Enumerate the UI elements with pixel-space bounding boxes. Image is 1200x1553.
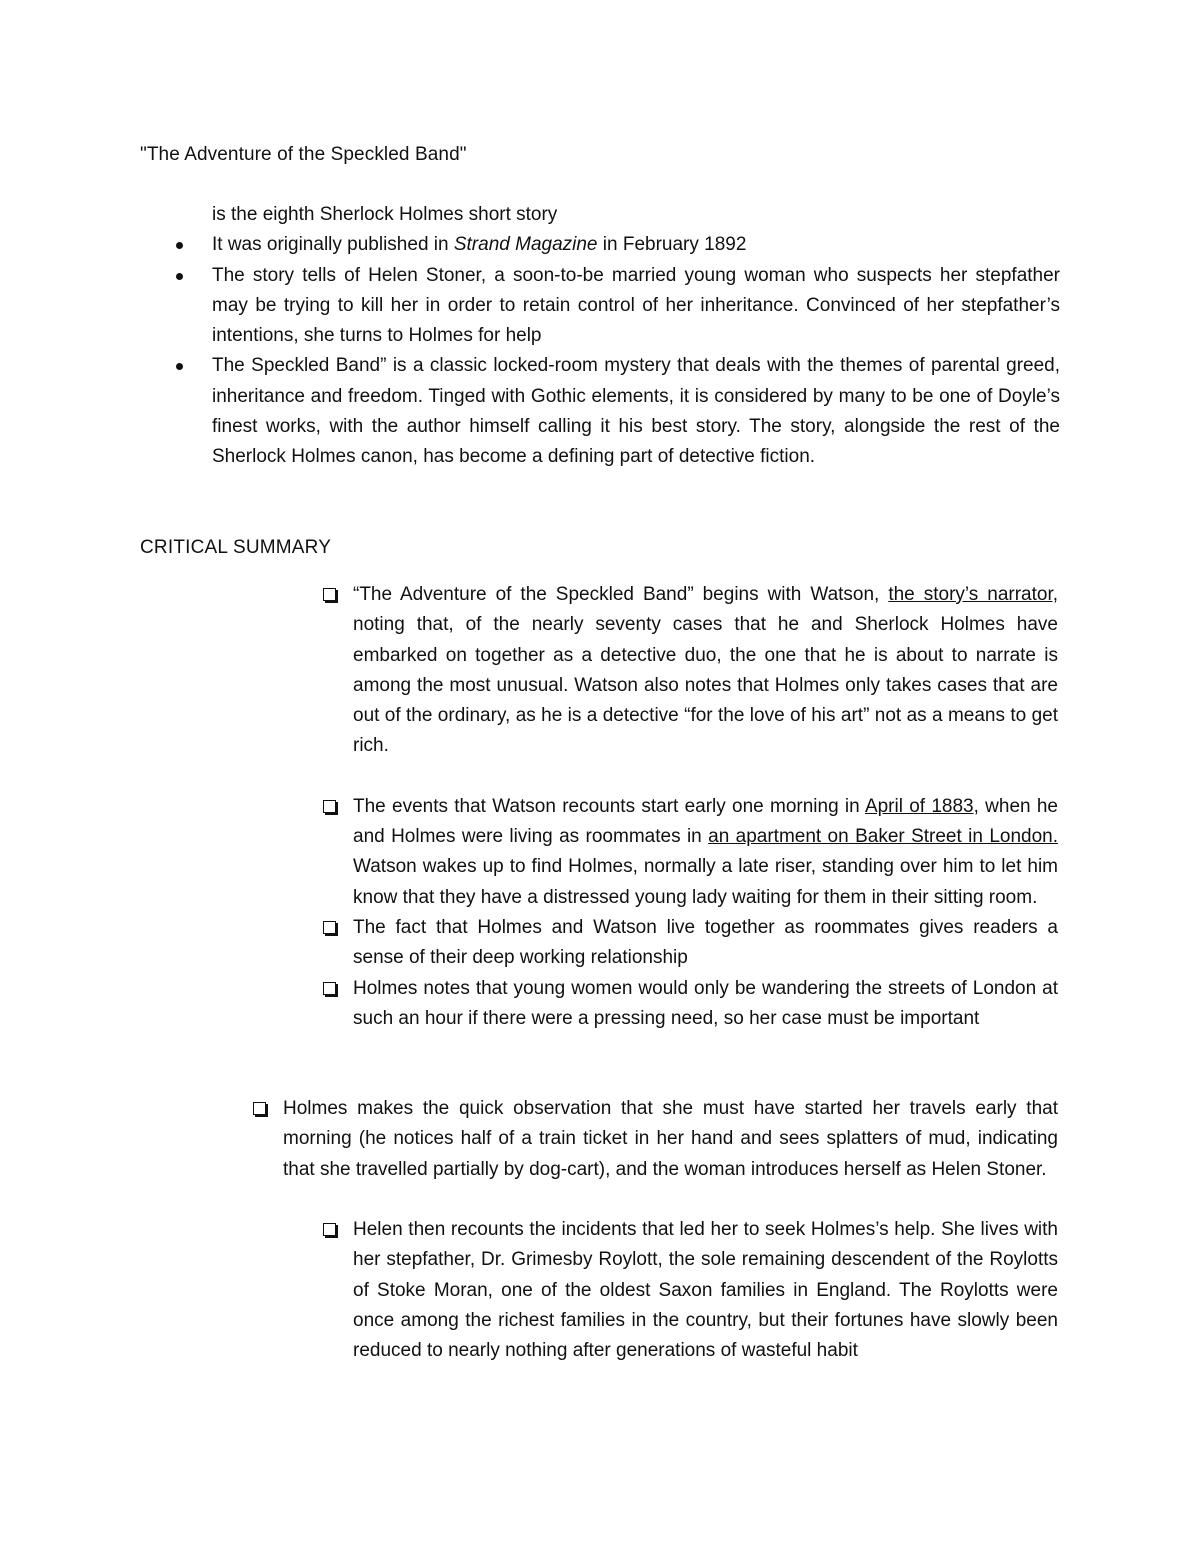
summary-item-6-text: Helen then recounts the incidents that led her to seek Holmes’s help. She lives with her stepfather, Dr. Grimesby Roylott, the sole remaining descendent of the Roylotts of Stoke Moran, one of the oldest Saxon families in England. The Roylotts were once among the richest families in the country, but their fortunes have slowly been reduced to nearly nothing after generations of wasteful habit	[353, 1219, 1058, 1362]
magazine-name: Strand Magazine	[453, 234, 598, 256]
checkbox-bullet-icon	[253, 1102, 266, 1115]
summary-item-1	[353, 580, 1058, 762]
summary-item-1-text-before: “The Adventure of the Speckled Band” begins with Watson,	[353, 584, 889, 605]
intro-first-line: is the eighth Sherlock Holmes short story	[212, 204, 558, 225]
summary-item-5-text: Holmes makes the quick observation that she must have started her travels early that morning (he notices half of a train ticket in her hand and sees splatters of mud, indicating that she travelled partially by dog-cart), and the woman introduces herself as Helen Stoner.	[283, 1098, 1058, 1180]
intro-item-classic: The Speckled Band” is a classic locked-room mystery that deals with the themes of parental greed, inheritance and freedom. Tinged with Gothic elements, it is considered by many to be one of Doyle’s finest works, with the author himself calling it his best story. The story, alongside the rest of the Sherlock Holmes canon, has become a defining part of detective fiction.	[212, 351, 1060, 472]
checkbox-bullet-icon	[323, 588, 336, 601]
summary-list-level2	[353, 580, 1058, 1034]
summary-item-2-text-middle: , when he and Holmes were living as roommates in	[353, 795, 1058, 848]
summary-item-3	[353, 913, 1058, 974]
critical-summary-heading: CRITICAL SUMMARY	[140, 537, 332, 558]
summary-item-3-text: The fact that Holmes and Watson live together as roommates gives readers a sense of their deep working relationship	[353, 916, 1058, 969]
summary-item-4	[353, 974, 1058, 1035]
publication-text-after: in February 1892	[597, 234, 747, 256]
checkbox-bullet-icon	[323, 800, 336, 813]
date-link[interactable]: April of 1883	[864, 795, 974, 817]
intro-item-story-summary: The story tells of Helen Stoner, a soon-to-be married young woman who suspects her stepfather may be trying to kill her in order to retain control of her inheritance. Convinced of her stepfather’s intentions, she turns to Holmes for help	[212, 261, 1060, 352]
narrator-link[interactable]: the story’s narrator,	[888, 584, 1059, 605]
checkbox-bullet-icon	[323, 921, 336, 934]
baker-street-link[interactable]: an apartment on Baker Street in London.	[708, 826, 1059, 848]
summary-item-4-text: Holmes notes that young women would only be wandering the streets of London at such an hour if there were a pressing need, so her case must be important	[353, 977, 1058, 1029]
summary-item-2-text-after: Watson wakes up to find Holmes, normally a late riser, standing over him to let him know that they have a distressed young lady waiting for them in their sitting room.	[353, 856, 1058, 908]
summary-item-1-text-after: noting that, of the nearly seventy cases that he and Sherlock Holmes have embarked on together as a detective duo, the one that he is about to narrate is among the most unusual. Watson also notes that Holmes only takes cases that are out of the ordinary, as he is a detective “for the love of his art” not as a means to get rich.	[353, 614, 1058, 757]
summary-item-6	[353, 1215, 1058, 1366]
intro-item-publication	[212, 230, 1060, 260]
checkbox-bullet-icon	[323, 982, 336, 995]
intro-list	[212, 200, 1060, 473]
summary-item-5	[283, 1094, 1058, 1185]
summary-item-2-text-before: The events that Watson recounts start early one morning in	[353, 795, 865, 817]
summary-list-level1	[283, 1094, 1058, 1185]
summary-item-2	[353, 792, 1058, 913]
summary-list-level2-b	[353, 1215, 1058, 1366]
document-title: "The Adventure of the Speckled Band"	[140, 144, 467, 165]
publication-text-before: It was originally published in	[212, 234, 454, 256]
checkbox-bullet-icon	[323, 1223, 336, 1236]
